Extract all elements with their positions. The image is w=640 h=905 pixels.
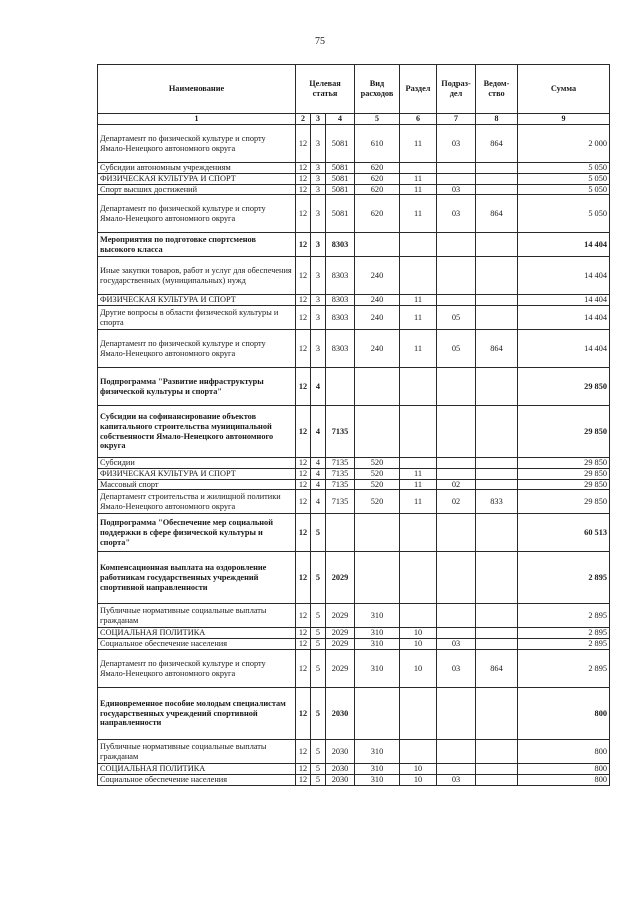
cell-section: 10 <box>400 650 437 688</box>
cell-target-subprogram: 3 <box>311 125 326 163</box>
cell-name: Социальное обеспечение населения <box>98 639 296 650</box>
cell-department <box>476 688 518 740</box>
cell-target-code: 2029 <box>326 639 355 650</box>
cell-expense-type <box>355 552 400 604</box>
cell-department <box>476 184 518 195</box>
cell-amount: 29 850 <box>518 479 610 490</box>
cell-target-code: 5081 <box>326 195 355 233</box>
cell-target-subprogram: 3 <box>311 257 326 295</box>
column-number-row <box>98 114 610 125</box>
cell-target-program: 12 <box>296 490 311 514</box>
table-row <box>98 468 610 479</box>
page-number: 75 <box>315 36 325 47</box>
cell-expense-type <box>355 406 400 458</box>
cell-subsection <box>437 764 476 775</box>
cell-target-code <box>326 368 355 406</box>
cell-subsection: 03 <box>437 774 476 785</box>
column-number: 5 <box>355 114 400 125</box>
cell-target-subprogram: 5 <box>311 650 326 688</box>
cell-name: Массовый спорт <box>98 479 296 490</box>
cell-target-program: 12 <box>296 514 311 552</box>
cell-section: 11 <box>400 184 437 195</box>
cell-target-subprogram: 5 <box>311 552 326 604</box>
cell-department <box>476 628 518 639</box>
cell-target-program: 12 <box>296 740 311 764</box>
cell-department: 864 <box>476 330 518 368</box>
cell-department <box>476 257 518 295</box>
table-row <box>98 306 610 330</box>
cell-department: 833 <box>476 490 518 514</box>
cell-target-subprogram: 3 <box>311 195 326 233</box>
cell-target-code: 7135 <box>326 406 355 458</box>
cell-department <box>476 368 518 406</box>
cell-name: СОЦИАЛЬНАЯ ПОЛИТИКА <box>98 764 296 775</box>
cell-name: Подпрограмма "Развитие инфраструктуры физической культуры и спорта" <box>98 368 296 406</box>
cell-target-code: 8303 <box>326 257 355 295</box>
column-number: 8 <box>476 114 518 125</box>
cell-target-subprogram: 4 <box>311 479 326 490</box>
cell-target-code: 5081 <box>326 173 355 184</box>
cell-section <box>400 257 437 295</box>
cell-name: Субсидии <box>98 458 296 469</box>
cell-target-code: 2030 <box>326 688 355 740</box>
cell-section <box>400 458 437 469</box>
cell-target-subprogram: 3 <box>311 295 326 306</box>
column-number: 1 <box>98 114 296 125</box>
cell-target-code: 8303 <box>326 306 355 330</box>
column-number: 4 <box>326 114 355 125</box>
column-number: 9 <box>518 114 610 125</box>
cell-department <box>476 295 518 306</box>
cell-department <box>476 163 518 174</box>
cell-expense-type: 520 <box>355 479 400 490</box>
cell-target-code: 2029 <box>326 552 355 604</box>
cell-target-program: 12 <box>296 195 311 233</box>
cell-name: Спорт высших достижений <box>98 184 296 195</box>
header-name: Наименование <box>98 65 296 114</box>
cell-department: 864 <box>476 195 518 233</box>
table-row <box>98 628 610 639</box>
cell-target-subprogram: 5 <box>311 604 326 628</box>
cell-name: Субсидии автономным учреждениям <box>98 163 296 174</box>
cell-section: 10 <box>400 639 437 650</box>
cell-amount: 800 <box>518 740 610 764</box>
cell-target-code <box>326 514 355 552</box>
cell-expense-type: 240 <box>355 306 400 330</box>
table-row <box>98 257 610 295</box>
cell-section: 11 <box>400 195 437 233</box>
cell-target-code: 2030 <box>326 764 355 775</box>
cell-amount: 14 404 <box>518 295 610 306</box>
cell-section <box>400 514 437 552</box>
cell-target-subprogram: 4 <box>311 468 326 479</box>
cell-subsection <box>437 257 476 295</box>
cell-section: 11 <box>400 306 437 330</box>
cell-target-code: 8303 <box>326 330 355 368</box>
cell-subsection: 03 <box>437 125 476 163</box>
cell-target-subprogram: 5 <box>311 774 326 785</box>
cell-expense-type: 240 <box>355 295 400 306</box>
cell-target-subprogram: 5 <box>311 688 326 740</box>
table-row <box>98 173 610 184</box>
table-row <box>98 406 610 458</box>
cell-subsection <box>437 173 476 184</box>
cell-amount: 5 050 <box>518 195 610 233</box>
table-row <box>98 479 610 490</box>
cell-amount: 800 <box>518 764 610 775</box>
cell-name: Единовременное пособие молодым специалистам государственных учреждений спортивной направленности <box>98 688 296 740</box>
column-number: 3 <box>311 114 326 125</box>
table-row <box>98 764 610 775</box>
table-row <box>98 330 610 368</box>
table-row <box>98 514 610 552</box>
cell-section <box>400 233 437 257</box>
table-row <box>98 125 610 163</box>
table-row <box>98 195 610 233</box>
table-row <box>98 774 610 785</box>
cell-target-code: 2029 <box>326 604 355 628</box>
cell-target-program: 12 <box>296 688 311 740</box>
cell-target-program: 12 <box>296 479 311 490</box>
table-row <box>98 163 610 174</box>
cell-target-subprogram: 3 <box>311 173 326 184</box>
cell-name: СОЦИАЛЬНАЯ ПОЛИТИКА <box>98 628 296 639</box>
cell-section: 11 <box>400 479 437 490</box>
cell-name: Социальное обеспечение населения <box>98 774 296 785</box>
cell-target-subprogram: 5 <box>311 740 326 764</box>
table-row <box>98 458 610 469</box>
cell-name: Департамент строительства и жилищной политики Ямало-Ненецкого автономного округа <box>98 490 296 514</box>
cell-target-program: 12 <box>296 368 311 406</box>
cell-target-program: 12 <box>296 650 311 688</box>
cell-target-program: 12 <box>296 233 311 257</box>
cell-subsection <box>437 552 476 604</box>
cell-target-program: 12 <box>296 163 311 174</box>
cell-amount: 14 404 <box>518 257 610 295</box>
column-number: 2 <box>296 114 311 125</box>
cell-name: ФИЗИЧЕСКАЯ КУЛЬТУРА И СПОРТ <box>98 468 296 479</box>
cell-expense-type: 610 <box>355 125 400 163</box>
cell-name: Подпрограмма "Обеспечение мер социальной поддержки в сфере физической культуры и спорта" <box>98 514 296 552</box>
cell-name: Другие вопросы в области физической культуры и спорта <box>98 306 296 330</box>
cell-name: Департамент по физической культуре и спорту Ямало-Ненецкого автономного округа <box>98 195 296 233</box>
cell-subsection <box>437 604 476 628</box>
cell-target-subprogram: 3 <box>311 184 326 195</box>
cell-section <box>400 604 437 628</box>
cell-subsection: 02 <box>437 490 476 514</box>
cell-department <box>476 774 518 785</box>
cell-target-subprogram: 3 <box>311 306 326 330</box>
cell-amount: 2 895 <box>518 604 610 628</box>
cell-target-code: 5081 <box>326 125 355 163</box>
cell-name: Департамент по физической культуре и спорту Ямало-Ненецкого автономного округа <box>98 330 296 368</box>
cell-section: 11 <box>400 330 437 368</box>
cell-amount: 5 050 <box>518 163 610 174</box>
cell-name: Департамент по физической культуре и спорту Ямало-Ненецкого автономного округа <box>98 650 296 688</box>
cell-name: ФИЗИЧЕСКАЯ КУЛЬТУРА И СПОРТ <box>98 173 296 184</box>
cell-expense-type: 620 <box>355 184 400 195</box>
cell-amount: 800 <box>518 688 610 740</box>
cell-department <box>476 306 518 330</box>
header-subsection: Подраз-дел <box>437 65 476 114</box>
cell-section: 10 <box>400 628 437 639</box>
cell-target-subprogram: 3 <box>311 330 326 368</box>
header-amount: Сумма <box>518 65 610 114</box>
cell-target-program: 12 <box>296 468 311 479</box>
cell-subsection: 03 <box>437 195 476 233</box>
table-row <box>98 233 610 257</box>
header-row <box>98 65 610 114</box>
cell-department: 864 <box>476 125 518 163</box>
cell-name: Публичные нормативные социальные выплаты гражданам <box>98 604 296 628</box>
cell-target-program: 12 <box>296 628 311 639</box>
cell-target-code: 2030 <box>326 774 355 785</box>
cell-target-code: 2029 <box>326 628 355 639</box>
table-row <box>98 639 610 650</box>
cell-amount: 29 850 <box>518 368 610 406</box>
cell-target-program: 12 <box>296 173 311 184</box>
cell-amount: 2 895 <box>518 650 610 688</box>
cell-section <box>400 163 437 174</box>
cell-department <box>476 552 518 604</box>
cell-department <box>476 406 518 458</box>
cell-target-program: 12 <box>296 764 311 775</box>
cell-expense-type: 620 <box>355 163 400 174</box>
cell-department <box>476 458 518 469</box>
cell-amount: 14 404 <box>518 233 610 257</box>
cell-section <box>400 552 437 604</box>
cell-department: 864 <box>476 650 518 688</box>
cell-target-program: 12 <box>296 125 311 163</box>
cell-section: 10 <box>400 774 437 785</box>
cell-department <box>476 639 518 650</box>
cell-section: 11 <box>400 468 437 479</box>
column-number: 6 <box>400 114 437 125</box>
cell-name: ФИЗИЧЕСКАЯ КУЛЬТУРА И СПОРТ <box>98 295 296 306</box>
table-row <box>98 740 610 764</box>
cell-subsection <box>437 688 476 740</box>
cell-expense-type <box>355 233 400 257</box>
cell-section <box>400 368 437 406</box>
cell-name: Субсидии на софинансирование объектов капитального строительства муниципальной собственности Ямало-Ненецкого автономного округа <box>98 406 296 458</box>
cell-amount: 800 <box>518 774 610 785</box>
cell-subsection: 03 <box>437 650 476 688</box>
header-target: Целевая статья <box>296 65 355 114</box>
cell-department <box>476 233 518 257</box>
cell-name: Компенсационная выплата на оздоровление работникам государственных учреждений спортивной направленности <box>98 552 296 604</box>
cell-expense-type: 310 <box>355 740 400 764</box>
table-row <box>98 688 610 740</box>
header-department: Ведом-ство <box>476 65 518 114</box>
cell-amount: 2 895 <box>518 628 610 639</box>
table-row <box>98 490 610 514</box>
cell-name: Мероприятия по подготовке спортсменов высокого класса <box>98 233 296 257</box>
cell-amount: 2 895 <box>518 552 610 604</box>
cell-section <box>400 740 437 764</box>
cell-department <box>476 604 518 628</box>
cell-subsection <box>437 740 476 764</box>
cell-target-code: 7135 <box>326 479 355 490</box>
cell-expense-type: 310 <box>355 650 400 688</box>
cell-target-subprogram: 4 <box>311 368 326 406</box>
cell-expense-type: 310 <box>355 774 400 785</box>
cell-subsection: 05 <box>437 330 476 368</box>
cell-target-code: 7135 <box>326 468 355 479</box>
cell-subsection: 05 <box>437 306 476 330</box>
cell-expense-type: 240 <box>355 330 400 368</box>
cell-expense-type <box>355 688 400 740</box>
cell-amount: 2 000 <box>518 125 610 163</box>
cell-target-subprogram: 4 <box>311 406 326 458</box>
cell-amount: 14 404 <box>518 330 610 368</box>
cell-department <box>476 479 518 490</box>
cell-target-program: 12 <box>296 552 311 604</box>
cell-name: Департамент по физической культуре и спорту Ямало-Ненецкого автономного округа <box>98 125 296 163</box>
cell-amount: 29 850 <box>518 458 610 469</box>
cell-expense-type: 310 <box>355 639 400 650</box>
cell-target-program: 12 <box>296 184 311 195</box>
cell-target-code: 2030 <box>326 740 355 764</box>
cell-department <box>476 764 518 775</box>
cell-target-program: 12 <box>296 774 311 785</box>
cell-name: Иные закупки товаров, работ и услуг для обеспечения государственных (муниципальных) нужд <box>98 257 296 295</box>
cell-section <box>400 406 437 458</box>
cell-amount: 60 513 <box>518 514 610 552</box>
cell-target-program: 12 <box>296 406 311 458</box>
cell-expense-type: 520 <box>355 458 400 469</box>
cell-target-code: 2029 <box>326 650 355 688</box>
cell-section <box>400 688 437 740</box>
cell-department <box>476 514 518 552</box>
cell-target-subprogram: 4 <box>311 458 326 469</box>
header-expense-type: Вид расходов <box>355 65 400 114</box>
cell-target-subprogram: 5 <box>311 628 326 639</box>
cell-target-program: 12 <box>296 295 311 306</box>
cell-amount: 29 850 <box>518 468 610 479</box>
cell-name: Публичные нормативные социальные выплаты гражданам <box>98 740 296 764</box>
cell-expense-type: 310 <box>355 764 400 775</box>
cell-target-code: 7135 <box>326 458 355 469</box>
cell-department <box>476 468 518 479</box>
cell-target-subprogram: 3 <box>311 163 326 174</box>
table-row <box>98 295 610 306</box>
cell-section: 11 <box>400 125 437 163</box>
cell-amount: 5 050 <box>518 173 610 184</box>
cell-section: 11 <box>400 295 437 306</box>
cell-subsection: 02 <box>437 479 476 490</box>
cell-expense-type: 240 <box>355 257 400 295</box>
cell-expense-type <box>355 368 400 406</box>
cell-expense-type: 520 <box>355 468 400 479</box>
table-row <box>98 368 610 406</box>
cell-target-subprogram: 3 <box>311 233 326 257</box>
cell-section: 11 <box>400 173 437 184</box>
cell-amount: 14 404 <box>518 306 610 330</box>
cell-target-code: 8303 <box>326 233 355 257</box>
cell-subsection <box>437 233 476 257</box>
budget-table <box>97 64 610 786</box>
header-section: Раздел <box>400 65 437 114</box>
cell-subsection: 03 <box>437 184 476 195</box>
cell-department <box>476 740 518 764</box>
cell-target-subprogram: 5 <box>311 764 326 775</box>
cell-amount: 29 850 <box>518 406 610 458</box>
cell-target-subprogram: 5 <box>311 639 326 650</box>
cell-subsection <box>437 628 476 639</box>
cell-target-subprogram: 5 <box>311 514 326 552</box>
cell-target-code: 7135 <box>326 490 355 514</box>
table-row <box>98 650 610 688</box>
cell-target-program: 12 <box>296 639 311 650</box>
cell-subsection <box>437 458 476 469</box>
cell-section: 10 <box>400 764 437 775</box>
cell-amount: 5 050 <box>518 184 610 195</box>
cell-department <box>476 173 518 184</box>
cell-subsection <box>437 468 476 479</box>
cell-subsection <box>437 514 476 552</box>
column-number: 7 <box>437 114 476 125</box>
table-row <box>98 552 610 604</box>
cell-subsection <box>437 406 476 458</box>
cell-target-subprogram: 4 <box>311 490 326 514</box>
cell-subsection <box>437 295 476 306</box>
cell-expense-type: 620 <box>355 173 400 184</box>
cell-target-program: 12 <box>296 306 311 330</box>
table-row <box>98 604 610 628</box>
cell-section: 11 <box>400 490 437 514</box>
cell-expense-type <box>355 514 400 552</box>
cell-expense-type: 520 <box>355 490 400 514</box>
cell-target-program: 12 <box>296 458 311 469</box>
cell-amount: 29 850 <box>518 490 610 514</box>
cell-expense-type: 310 <box>355 628 400 639</box>
table-row <box>98 184 610 195</box>
cell-subsection <box>437 163 476 174</box>
cell-expense-type: 310 <box>355 604 400 628</box>
cell-target-program: 12 <box>296 257 311 295</box>
cell-amount: 2 895 <box>518 639 610 650</box>
cell-subsection: 03 <box>437 639 476 650</box>
cell-target-program: 12 <box>296 604 311 628</box>
cell-target-code: 5081 <box>326 184 355 195</box>
cell-subsection <box>437 368 476 406</box>
cell-target-program: 12 <box>296 330 311 368</box>
cell-target-code: 5081 <box>326 163 355 174</box>
cell-expense-type: 620 <box>355 195 400 233</box>
cell-target-code: 8303 <box>326 295 355 306</box>
